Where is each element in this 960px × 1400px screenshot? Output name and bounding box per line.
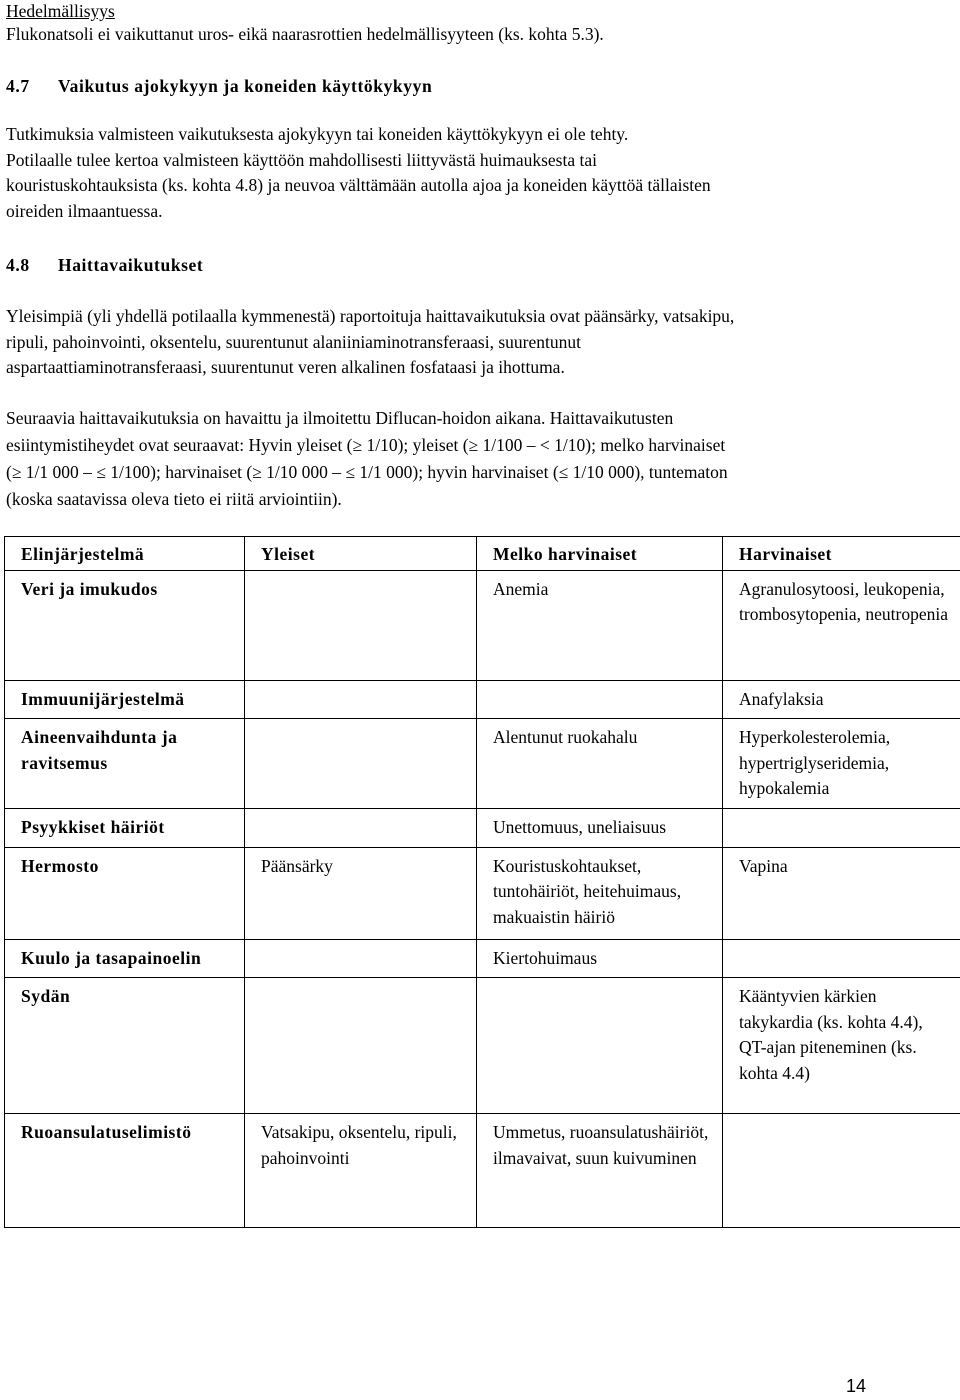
table-row [5, 939, 960, 978]
organ-system-cell: Veri ja imukudos [5, 570, 245, 680]
table-row [5, 680, 960, 719]
organ-system-cell: Ruoansulatuselimistö [5, 1114, 245, 1228]
section-4-7-paragraph [6, 122, 711, 224]
table-header-row [5, 537, 960, 571]
uncommon-cell: Alentunut ruokahalu [477, 719, 723, 809]
para-line: Yleisimpiä (yli yhdellä potilaalla kymmenestä) raportoituja haittavaikutuksia ovat päänsärky, vatsakipu, [6, 304, 734, 330]
common-cell [245, 808, 477, 847]
organ-system-cell: Aineenvaihdunta ja ravitsemus [5, 719, 245, 809]
para-line: Tutkimuksia valmisteen vaikutuksesta ajokykyyn tai koneiden käyttökykyyn ei ole tehty. [6, 122, 711, 148]
para-line: (≥ 1/1 000 – ≤ 1/100); harvinaiset (≥ 1/10 000 – ≤ 1/1 000); hyvin harvinaiset (≤ 1/10 000), tuntematon [6, 459, 728, 486]
para-line: (koska saatavissa oleva tieto ei riitä arviointiin). [6, 486, 728, 513]
common-cell: Päänsärky [245, 847, 477, 939]
para-line: aspartaattiaminotransferaasi, suurentunut veren alkalinen fosfataasi ja ihottuma. [6, 355, 734, 381]
para-line: esiintymistiheydet ovat seuraavat: Hyvin yleiset (≥ 1/10); yleiset (≥ 1/100 – < 1/10); melko harvinaiset [6, 432, 728, 459]
rare-cell: Vapina [723, 847, 960, 939]
uncommon-cell: Unettomuus, uneliaisuus [477, 808, 723, 847]
section-4-7 [6, 74, 954, 100]
table-row [5, 1114, 960, 1228]
fertility-block [6, 0, 115, 22]
uncommon-cell: Kouristuskohtaukset, tuntohäiriöt, heitehuimaus, makuaistin häiriö [477, 847, 723, 939]
common-cell [245, 978, 477, 1114]
fertility-text: Flukonatsoli ei vaikuttanut uros- eikä naarasrottien hedelmällisyyteen (ks. kohta 5.3). [6, 22, 604, 48]
section-4-7-title: Vaikutus ajokykyyn ja koneiden käyttökykyyn [58, 76, 432, 96]
section-4-8-title: Haittavaikutukset [58, 255, 203, 275]
header-uncommon: Melko harvinaiset [477, 537, 723, 571]
organ-system-cell: Kuulo ja tasapainoelin [5, 939, 245, 978]
header-rare: Harvinaiset [723, 537, 960, 571]
section-4-8-paragraph-1 [6, 304, 734, 381]
adverse-effects-table [4, 536, 960, 1228]
rare-cell [723, 939, 960, 978]
section-4-8 [6, 253, 954, 279]
common-cell [245, 680, 477, 719]
common-cell [245, 939, 477, 978]
section-4-7-number: 4.7 [6, 74, 58, 100]
para-line: oireiden ilmaantuessa. [6, 199, 711, 225]
rare-cell [723, 1114, 960, 1228]
header-organ-system: Elinjärjestelmä [5, 537, 245, 571]
table-row [5, 719, 960, 809]
uncommon-cell [477, 680, 723, 719]
uncommon-cell: Ummetus, ruoansulatushäiriöt, ilmavaivat, suun kuivuminen [477, 1114, 723, 1228]
uncommon-cell [477, 978, 723, 1114]
section-4-8-paragraph-2 [6, 405, 728, 513]
organ-system-cell: Hermosto [5, 847, 245, 939]
organ-system-cell: Immuunijärjestelmä [5, 680, 245, 719]
para-line: Seuraavia haittavaikutuksia on havaittu ja ilmoitettu Diflucan-hoidon aikana. Haittavaikutusten [6, 405, 728, 432]
para-line: Potilaalle tulee kertoa valmisteen käyttöön mahdollisesti liittyvästä huimauksesta tai [6, 148, 711, 174]
uncommon-cell: Kiertohuimaus [477, 939, 723, 978]
rare-cell [723, 808, 960, 847]
header-common: Yleiset [245, 537, 477, 571]
para-line: ripuli, pahoinvointi, oksentelu, suurentunut alaniiniaminotransferaasi, suurentunut [6, 330, 734, 356]
table-row [5, 978, 960, 1114]
table-row [5, 808, 960, 847]
common-cell: Vatsakipu, oksentelu, ripuli, pahoinvointi [245, 1114, 477, 1228]
common-cell [245, 719, 477, 809]
section-4-8-number: 4.8 [6, 253, 58, 279]
organ-system-cell: Sydän [5, 978, 245, 1114]
common-cell [245, 570, 477, 680]
rare-cell: Agranulosytoosi, leukopenia, trombosytopenia, neutropenia [723, 570, 960, 680]
rare-cell: Hyperkolesterolemia, hypertriglyseridemia, hypokalemia [723, 719, 960, 809]
rare-cell: Kääntyvien kärkien takykardia (ks. kohta 4.4), QT-ajan piteneminen (ks. kohta 4.4) [723, 978, 960, 1114]
rare-cell: Anafylaksia [723, 680, 960, 719]
section-4-7-heading [6, 74, 954, 100]
section-4-8-heading [6, 253, 954, 279]
para-line: kouristuskohtauksista (ks. kohta 4.8) ja neuvoa välttämään autolla ajoa ja koneiden käyttöä tällaisten [6, 173, 711, 199]
page-number: 14 [0, 1374, 866, 1400]
fertility-heading: Hedelmällisyys [6, 0, 115, 22]
organ-system-cell: Psyykkiset häiriöt [5, 808, 245, 847]
uncommon-cell: Anemia [477, 570, 723, 680]
table-row [5, 847, 960, 939]
table-row [5, 570, 960, 680]
